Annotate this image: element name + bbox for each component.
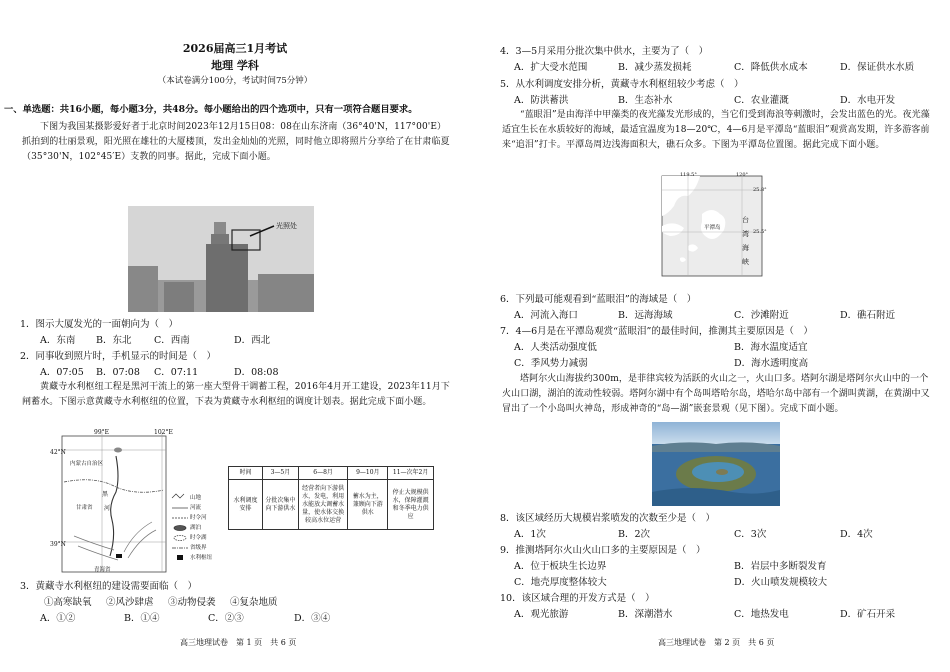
q1-option-b[interactable]: B．东北 xyxy=(96,335,132,346)
q10-option-b[interactable]: B．深潮潜水 xyxy=(618,609,673,620)
map2-strait-char-1: 台 xyxy=(742,216,749,224)
volcano-photo xyxy=(652,422,780,506)
section-heading: 一、单选题：共16小题，每小题3分，共48分。每小题给出的四个选项中，只有一项符合题目要求。 xyxy=(4,104,418,115)
q8-option-b[interactable]: B．2次 xyxy=(618,529,651,540)
q7-option-d[interactable]: D．海水透明度高 xyxy=(734,358,809,369)
q10-options xyxy=(514,608,895,621)
q7-options-row2 xyxy=(514,357,808,370)
q7-option-a[interactable]: A．人类活动强度低 xyxy=(514,342,597,353)
schedule-header-col1: 3—5月 xyxy=(262,467,298,480)
page-footer-1: 高三地理试卷 第 1 页 共 6 页 xyxy=(180,638,297,647)
map2-lon-1195: 119.5° xyxy=(680,172,697,178)
q1-options xyxy=(40,334,270,347)
q10-option-c[interactable]: C．地热发电 xyxy=(734,609,789,620)
exam-subject: 地理 学科 xyxy=(211,59,259,72)
schedule-header-time: 时间 xyxy=(229,467,263,480)
exam-page-left xyxy=(0,0,470,672)
q8-stem: 8．该区域经历大规模岩浆喷发的次数至少是（ ） xyxy=(500,513,716,524)
schedule-header-col2: 6—8月 xyxy=(298,467,348,480)
map2-strait-char-3: 海 xyxy=(742,244,749,252)
q5-stem: 5．从水利调度安排分析，黄藏寺水利枢纽较少考虑（ ） xyxy=(500,79,744,90)
schedule-row-label: 水利调度安排 xyxy=(229,480,263,530)
q6-stem: 6．下列最可能观看到“蓝眼泪”的海域是（ ） xyxy=(500,294,697,305)
schedule-header-row xyxy=(229,467,434,480)
q8-option-c[interactable]: C．3次 xyxy=(734,529,767,540)
q9-option-b[interactable]: B．岩层中多断裂发育 xyxy=(734,561,827,572)
q3-option-d[interactable]: D．③④ xyxy=(294,613,331,624)
q6-option-c[interactable]: C．沙滩附近 xyxy=(734,310,789,321)
schedule-cell-1: 分批次集中向下游供水 xyxy=(262,480,298,530)
q9-option-c[interactable]: C．地壳厚度整体较大 xyxy=(514,577,607,588)
q7-options-row1 xyxy=(514,341,807,354)
map2-lat-258: 25.8° xyxy=(753,187,767,193)
q9-option-a[interactable]: A．位于板块生长边界 xyxy=(514,561,607,572)
q4-option-c[interactable]: C．降低供水成本 xyxy=(734,62,808,73)
legend-dam: 水利枢纽 xyxy=(190,555,213,561)
map2-lon-120: 120° xyxy=(736,172,749,178)
schedule-row xyxy=(229,480,434,530)
q5-options xyxy=(514,94,895,107)
heihe-map xyxy=(50,426,224,576)
legend-river: 河流 xyxy=(190,505,202,511)
map2-strait-char-2: 湾 xyxy=(742,230,749,238)
q4-option-b[interactable]: B．减少蒸发损耗 xyxy=(618,62,692,73)
building-photo xyxy=(128,206,314,312)
q9-options-row2 xyxy=(514,576,827,589)
exam-note: （本试卷满分100分，考试时间75分钟） xyxy=(157,76,313,86)
photo-label: 光照处 xyxy=(276,222,297,230)
passage-2: 黄藏寺水利枢纽工程是黑河干流上的第一座大型骨干调蓄工程，2016年4月开工建设，2023年11月下闸蓄水。下图示意黄藏寺水利枢纽的位置，下表为黄藏寺水利枢纽的调度计划表。据此完成下面小题。 xyxy=(22,382,450,407)
map2-island-label: 平潭岛 xyxy=(704,225,721,231)
q3-option-a[interactable]: A．①② xyxy=(40,613,76,624)
schedule-table xyxy=(228,466,434,530)
schedule-cell-4: 停止大规模供水，保障灌溉和冬季电力供应 xyxy=(388,480,434,530)
q6-option-b[interactable]: B．远海海域 xyxy=(618,310,673,321)
q5-option-c[interactable]: C．农业灌溉 xyxy=(734,95,789,106)
q4-stem: 4．3—5月采用分批次集中供水，主要为了（ ） xyxy=(500,46,709,57)
q3-item-1: ①高寒缺氧 xyxy=(44,597,92,608)
q9-options-row1 xyxy=(514,560,826,573)
q9-stem: 9．推测塔阿尔火山火山口多的主要原因是（ ） xyxy=(500,545,706,556)
map-region-inner-mongolia: 内蒙古自治区 xyxy=(70,461,104,467)
q8-option-a[interactable]: A．1次 xyxy=(514,529,546,540)
schedule-header-col3: 9—10月 xyxy=(348,467,388,480)
schedule-header-col4: 11—次年2月 xyxy=(388,467,434,480)
map-river-hei: 黑 xyxy=(102,491,109,498)
q7-stem: 7．4—6月是在平潭岛观赏“蓝眼泪”的最佳时间，推测其主要原因是（ ） xyxy=(500,326,813,337)
exam-title: 2026届高三1月考试 xyxy=(182,42,288,55)
q6-option-d[interactable]: D．礁石附近 xyxy=(840,310,896,321)
map-lon-102: 102°E xyxy=(154,429,173,436)
q3-option-b[interactable]: B．①④ xyxy=(124,613,160,624)
q5-option-b[interactable]: B．生态补水 xyxy=(618,95,673,106)
q3-items xyxy=(44,596,278,609)
q7-option-b[interactable]: B．海水温度适宜 xyxy=(734,342,808,353)
map-region-gansu: 甘肃省 xyxy=(76,505,93,511)
q1-option-a[interactable]: A．东南 xyxy=(40,335,76,346)
q3-item-3: ③动物侵袭 xyxy=(168,597,216,608)
legend-mountain: 山地 xyxy=(190,495,202,501)
q9-option-d[interactable]: D．火山喷发规模较大 xyxy=(734,577,828,588)
q1-stem: 1．图示大厦发光的一面朝向为（ ） xyxy=(20,319,179,330)
map2-lat-255: 25.5° xyxy=(753,229,767,235)
q10-option-a[interactable]: A．观光旅游 xyxy=(514,609,569,620)
schedule-cell-3: 蓄水为主，兼顾向下游供水 xyxy=(348,480,388,530)
q3-option-c[interactable]: C．②③ xyxy=(208,613,244,624)
q3-stem: 3．黄藏寺水利枢纽的建设需要面临（ ） xyxy=(20,581,198,592)
q6-option-a[interactable]: A．河流入海口 xyxy=(514,310,578,321)
page-footer-2: 高三地理试卷 第 2 页 共 6 页 xyxy=(658,638,775,647)
q5-option-d[interactable]: D．水电开发 xyxy=(840,95,896,106)
map2-strait-char-4: 峡 xyxy=(742,258,749,266)
map-lat-42: 42°N xyxy=(50,449,66,456)
legend-lake: 湖泊 xyxy=(190,525,202,531)
volcano-photo-drawing xyxy=(652,422,780,506)
q2-options xyxy=(40,366,279,379)
map-lon-99: 99°E xyxy=(94,429,110,436)
passage-3: “蓝眼泪”是由海洋中甲藻类的夜光藻发光形成的，当它们受到海浪等刺激时，会发出蓝色的光。夜光藻适宜生长在水质较好的海域，最适宜温度为18—20℃，4—6月是平潭岛“蓝眼泪”观赏高发期，许多游客前来“追泪”打卡。平潭岛周边浅海面积大，礁石众多。下图为平潭岛位置图。据此完成下面小题。 xyxy=(502,110,930,150)
q3-item-4: ④复杂地质 xyxy=(230,597,278,608)
q8-option-d[interactable]: D．4次 xyxy=(840,529,873,540)
legend-province-border: 省级界 xyxy=(190,545,207,551)
q4-options xyxy=(514,61,914,74)
q2-option-b[interactable]: B．07:08 xyxy=(96,367,140,378)
pingtan-map xyxy=(658,170,770,282)
map-river-he: 河 xyxy=(104,505,111,512)
q8-options xyxy=(514,528,873,541)
exam-page-right xyxy=(480,0,950,672)
q2-option-c[interactable]: C．07:11 xyxy=(154,367,199,378)
q5-option-a[interactable]: A．防洪蓄洪 xyxy=(514,95,569,106)
q3-item-2: ②风沙肆虐 xyxy=(106,597,154,608)
q2-option-d[interactable]: D．08:08 xyxy=(234,367,279,378)
q2-option-a[interactable]: A．07:05 xyxy=(40,367,84,378)
legend-seasonal-lake: 时令湖 xyxy=(190,535,207,541)
q2-stem: 2．同事收到照片时，手机显示的时间是（ ） xyxy=(20,351,217,362)
map-lat-39: 39°N xyxy=(50,541,66,548)
passage-1: 下图为我国某摄影爱好者于北京时间2023年12月15日08：08在山东济南（36°40'N，117°00'E）抓拍到的壮丽景观，阳光照在雄壮的大厦楼顶，发出金灿灿的光照，同时他立即将照片分享给了在甘肃临夏（35°30'N，102°45′E）支教的同事。据此，完成下面小题。 xyxy=(22,122,450,162)
q7-option-c[interactable]: C．季风势力减弱 xyxy=(514,358,588,369)
legend-seasonal-river: 时令河 xyxy=(190,515,207,521)
passage-4: 塔阿尔火山海拔约300m，是菲律宾较为活跃的火山之一，火山口多。塔阿尔湖是塔阿尔火山中的一个火山口湖，湖泊的流动性较弱。塔阿尔湖中有个岛叫塔哈尔岛，塔哈尔岛中部有一个湖叫黄湖，在黄湖中又冒出了一个小岛叫火神岛，形成神奇的“岛—湖”嵌套景观（见下图）。完成下面小题。 xyxy=(502,374,930,414)
q4-option-a[interactable]: A．扩大受水范围 xyxy=(514,62,588,73)
q10-stem: 10．该区域合理的开发方式是（ ） xyxy=(500,593,655,604)
q4-option-d[interactable]: D．保证供水水质 xyxy=(840,62,915,73)
schedule-cell-2: 经营者向下游供水，发电，利用水能放大调蓄水量，使水体交换较高水位运营 xyxy=(298,480,348,530)
map-region-qinghai: 青海省 xyxy=(94,567,111,573)
q1-option-d[interactable]: D．西北 xyxy=(234,335,271,346)
q1-option-c[interactable]: C．西南 xyxy=(154,335,190,346)
q6-options xyxy=(514,309,895,322)
q3-options xyxy=(40,612,330,625)
q10-option-d[interactable]: D．矿石开采 xyxy=(840,609,896,620)
